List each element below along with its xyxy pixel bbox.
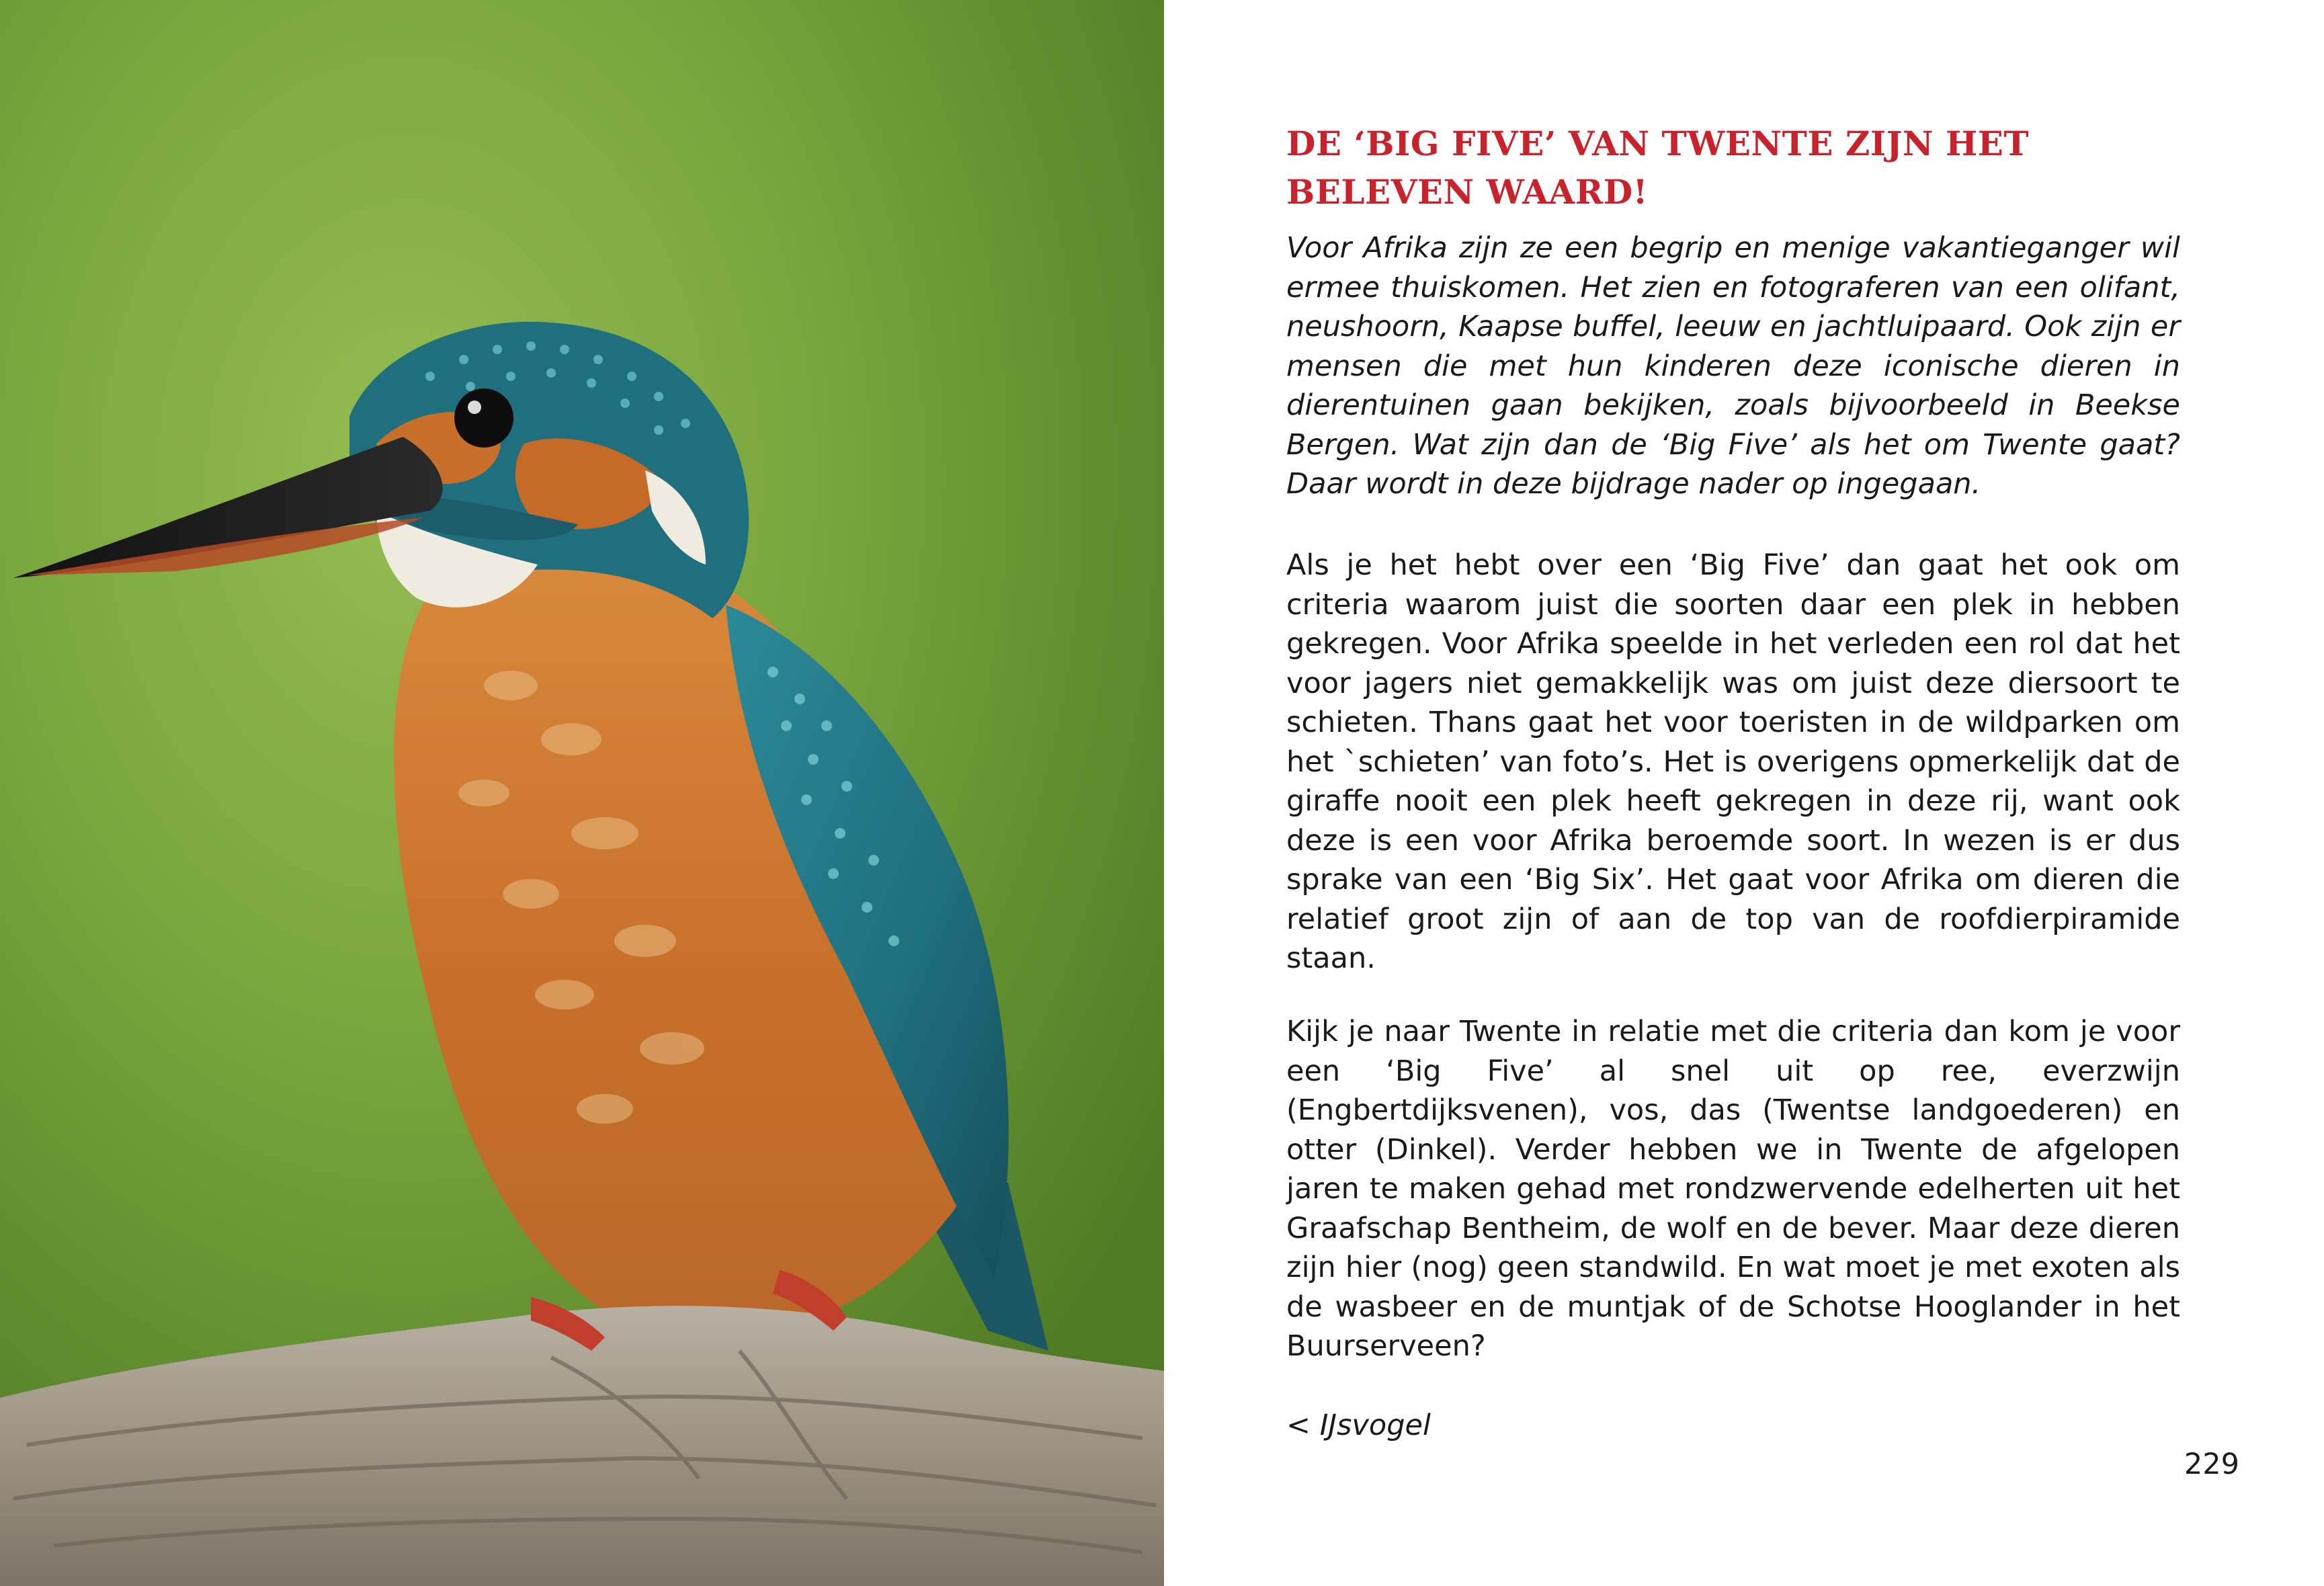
article-lead: Voor Afrika zijn ze een begrip en menige vakantieganger wil ermee thuiskomen. Het zien en fotograferen van een olifant, neushoorn, Kaapse buffel, leeuw en jachtluipaard. Ook zijn er mensen die met hun kinderen deze iconische dieren in dierentuinen gaan bekijken, zoals bijvoorbeeld in Beekse Bergen. Wat zijn dan de ‘Big Five’ als het om Twente gaat? Daar wordt in deze bijdrage nader op ingegaan. xyxy=(1286,231,2180,501)
body-paragraph: Als je het hebt over een ‘Big Five’ dan gaat het ook om criteria waarom juist die soorten daar een plek in hebben gekregen. Voor Afrika speelde in het verleden een rol dat het voor jagers niet gemakkelijk was om juist deze diersoort te schieten. Thans gaat het voor toeristen in de wildparken om het `schieten’ van foto’s. Het is overigens opmerkelijk dat de giraffe nooit een plek heeft gekregen in deze rij, want ook deze is een voor Afrika beroemde soort. In wezen is er dus sprake van een ‘Big Six’. Het gaat voor Afrika om dieren die relatief groot zijn of aan de top van de roofdierpiramide staan. xyxy=(1286,548,2180,975)
article-title: DE ‘BIG FIVE’ VAN TWENTE ZIJN HET BELEVEN WAARD! xyxy=(1286,124,2030,212)
body-paragraph: Kijk je naar Twente in relatie met die criteria dan kom je voor een ‘Big Five’ al snel uit op ree, everzwijn (Engbertdijksvenen), vos, das (Twentse landgoederen) en otter (Dinkel). Verder hebben we in Twente de afgelopen jaren te maken gehad met rondzwervende edelherten uit het Graafschap Bentheim, de wolf en de bever. Maar deze dieren zijn hier (nog) geen standwild. En wat moet je met exoten als de wasbeer en de muntjak of de Schotse Hooglander in het Buurserveen? xyxy=(1286,1015,2180,1363)
eye-highlight xyxy=(468,401,481,414)
photo-caption: < IJsvogel xyxy=(1286,1409,1431,1442)
bird-eye xyxy=(454,388,513,448)
page-number: 229 xyxy=(2184,1448,2239,1481)
text-page xyxy=(1164,0,2324,1586)
